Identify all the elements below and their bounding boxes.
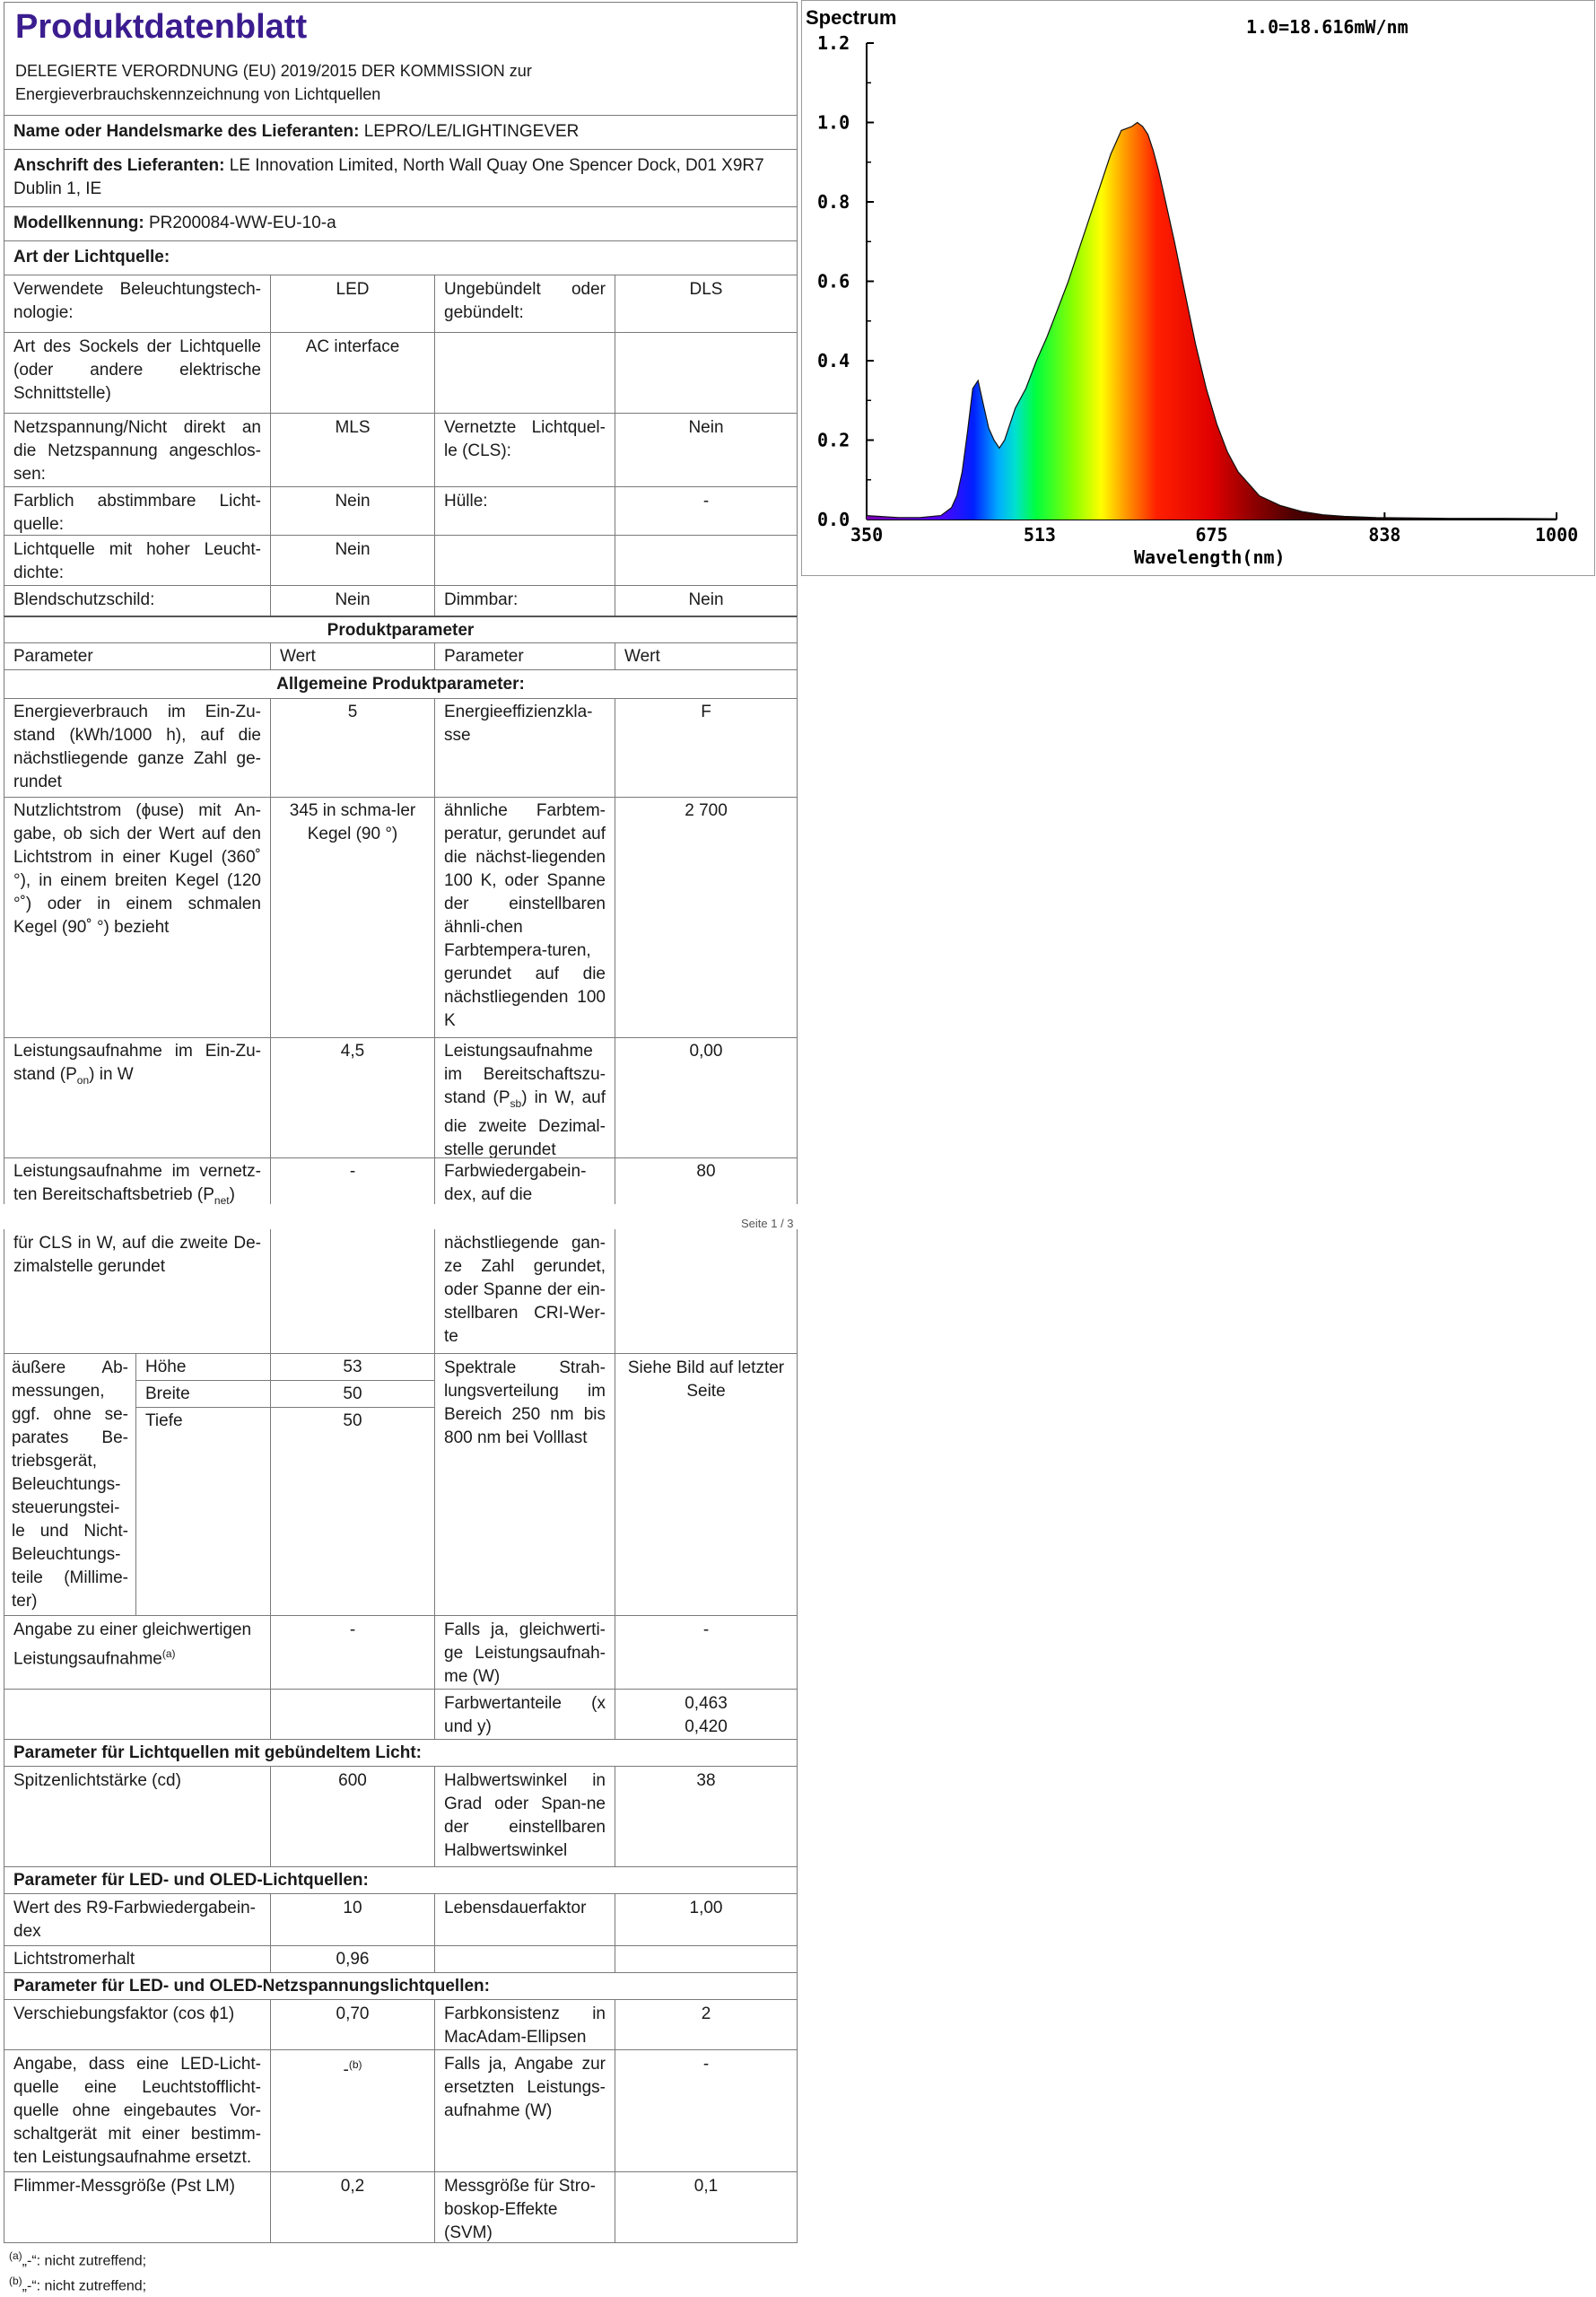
survival-factor-value: 1,00: [615, 1893, 798, 1945]
lst-mains-value-2: Nein: [615, 413, 798, 486]
cri-value: 80: [615, 1157, 798, 1204]
led-replacement-value: [270, 2049, 434, 2171]
colour-consistency-param: Farbkonsistenz in MacAdam-Ellipsen: [434, 1999, 615, 2049]
lumen-maintenance-value: 0,96: [270, 1945, 434, 1972]
x-tick-label: 350: [850, 524, 884, 546]
lumen-maintenance-blank: [434, 1945, 615, 1972]
supplier-address-label: Anschrift des Lieferanten:: [13, 156, 225, 175]
page-title: Produktdatenblatt: [15, 8, 308, 46]
header-block: [4, 2, 798, 117]
x-tick-label: 513: [1023, 524, 1056, 546]
beam-angle-value: 38: [615, 1766, 798, 1866]
y-tick-label: 0.8: [817, 191, 850, 213]
networked-standby-cont: für CLS in W, auf die zweite De-zimalstelle gerundet: [4, 1229, 270, 1353]
spectral-param: Spektrale Strah-lungsverteilung im Bereich 250 nm bis 800 nm bei Volllast: [434, 1353, 615, 1615]
standby-power-value: 0,00: [615, 1037, 798, 1157]
useful-flux-value: 345 in schma-ler Kegel (90 °): [270, 797, 434, 1037]
model-value: PR200084-WW-EU-10-a: [148, 214, 336, 232]
flicker-value: 0,2: [270, 2171, 434, 2243]
lst-cap-type-value-2: [615, 332, 798, 413]
x-tick-label: 1000: [1535, 524, 1579, 546]
flicker-param: Flimmer-Messgröße (Pst LM): [4, 2171, 270, 2243]
chart-annotation: 1.0=18.616mW/nm: [1246, 16, 1408, 38]
cri-cont: nächstliegende gan-ze Zahl gerundet, oder Spanne der ein-stellbaren CRI-Wer-te: [434, 1229, 615, 1353]
cri-cont-value: [615, 1229, 798, 1353]
networked-standby-param: [4, 1157, 270, 1204]
networked-standby-value: -: [270, 1157, 434, 1204]
lst-glare-shield-param-1: Blendschutzschild:: [4, 585, 270, 616]
chromaticity-x: 0,463: [685, 1694, 728, 1713]
equivalent-text: Angabe zu einer gleichwertigen Leistungsaufnahme: [13, 1620, 252, 1669]
energy-consumption-value: 5: [270, 698, 434, 797]
peak-intensity-value: 600: [270, 1766, 434, 1866]
beam-angle-param: Halbwertswinkel in Grad oder Span-ne der einstellbaren Halbwertswinkel: [434, 1766, 615, 1866]
lst-technology-param-1: Verwendete Beleuchtungstech-nologie:: [4, 275, 270, 332]
spectral-value: Siehe Bild auf letzter Seite: [615, 1353, 798, 1615]
dimensions-blank-name: [135, 1407, 270, 1615]
chromaticity-y: 0,420: [685, 1717, 728, 1736]
led-replacement-sup: (b): [348, 2058, 362, 2071]
stroboscopic-param: Messgröße für Stro-boskop-Effekte (SVM): [434, 2171, 615, 2243]
displacement-factor-param: Verschiebungsfaktor (cos ϕ1): [4, 1999, 270, 2049]
supplier-address-value: LE Innovation Limited, North Wall Quay One Spencer Dock, D01 X9R7 Dublin 1, IE: [13, 156, 764, 198]
directional-heading: Parameter für Lichtquellen mit gebündeltem Licht:: [4, 1739, 798, 1766]
networked-standby-text-b: ): [229, 1185, 235, 1204]
networked-standby-text-a: Leistungsaufnahme im vernetz-ten Bereitschaftsbetrieb (P: [13, 1162, 261, 1204]
general-params-heading: Allgemeine Produktparameter:: [4, 669, 798, 698]
supplier-name-row: [4, 115, 798, 149]
spectrum-area: [867, 123, 1557, 520]
y-tick-label: 0.2: [817, 429, 850, 451]
lst-glare-shield-value-1: Nein: [270, 585, 434, 616]
cct-value: 2 700: [615, 797, 798, 1037]
chromaticity-blank-value: [270, 1689, 434, 1739]
dimension-value-0: 53: [270, 1353, 434, 1380]
lst-cap-type-value-1: AC interface: [270, 332, 434, 413]
spectrum-chart: [801, 0, 1595, 576]
supplier-address-row: [4, 149, 798, 206]
lst-technology-param-2: Ungebündelt oder gebündelt:: [434, 275, 615, 332]
col-header-param-2: Parameter: [434, 642, 615, 669]
spectrum-svg: [802, 1, 1593, 574]
supplier-name-value: LEPRO/LE/LIGHTINGEVER: [363, 122, 580, 141]
energy-class-value: F: [615, 698, 798, 797]
footnote-b-marker: (b): [9, 2275, 22, 2287]
energy-class-param: Energieeffizienzkla-sse: [434, 698, 615, 797]
footnote-b: [9, 2272, 146, 2295]
col-header-param-1: Parameter: [4, 642, 270, 669]
lumen-maintenance-param: Lichtstromerhalt: [4, 1945, 270, 1972]
equivalent-sup: (a): [161, 1647, 176, 1660]
lst-high-luminance-param-1: Lichtquelle mit hoher Leucht-dichte:: [4, 535, 270, 585]
x-tick-label: 675: [1195, 524, 1228, 546]
x-tick-label: 838: [1368, 524, 1401, 546]
dimension-name-1: Breite: [135, 1380, 270, 1407]
datasheet-page-1: [4, 2, 798, 1204]
lst-glare-shield-value-2: Nein: [615, 585, 798, 616]
y-tick-label: 0.4: [817, 350, 850, 371]
lst-tunable-value-1: Nein: [270, 486, 434, 535]
footnote-a-text: „-“: nicht zutreffend;: [22, 2253, 147, 2269]
lst-high-luminance-value-1: Nein: [270, 535, 434, 585]
peak-intensity-param: Spitzenlichtstärke (cd): [4, 1766, 270, 1866]
equivalent-power-value: -: [615, 1615, 798, 1689]
lst-glare-shield-param-2: Dimmbar:: [434, 585, 615, 616]
datasheet-page-2: [4, 1229, 798, 2243]
r9-param: Wert des R9-Farbwiedergabein-dex: [4, 1893, 270, 1945]
lst-mains-param-1: Netzspannung/Nicht direkt an die Netzspannung angeschlos-sen:: [4, 413, 270, 486]
dimension-name-2: Tiefe: [135, 1407, 270, 1434]
footnote-a: [9, 2247, 146, 2270]
led-replacement-param: Angabe, dass eine LED-Licht-quelle eine Leuchtstofflicht-quelle ohne eingebautes Vor-schaltgerät mit einer bestimm-ten Leistungsaufnahme ersetzt.: [4, 2049, 270, 2171]
dimension-value-1: 50: [270, 1380, 434, 1407]
lst-tunable-param-2: Hülle:: [434, 486, 615, 535]
on-mode-power-text-a: Leistungsaufnahme im Ein-Zu-stand (P: [13, 1042, 261, 1084]
energy-consumption-param: Energieverbrauch im Ein-Zu-stand (kWh/1000 h), auf die nächstliegende ganze Zahl ge-rundet: [4, 698, 270, 797]
y-tick-label: 1.0: [817, 111, 850, 134]
lst-mains-value-1: MLS: [270, 413, 434, 486]
led-heading: Parameter für LED- und OLED-Lichtquellen:: [4, 1866, 798, 1893]
networked-standby-cont-value: [270, 1229, 434, 1353]
chromaticity-param: Farbwertanteile (x und y): [434, 1689, 615, 1739]
replaced-power-value: -: [615, 2049, 798, 2171]
y-tick-label: 1.2: [817, 32, 850, 54]
footnote-b-text: „-“: nicht zutreffend;: [22, 2278, 147, 2294]
equivalent-param: [4, 1615, 270, 1689]
chromaticity-value: [615, 1689, 798, 1739]
standby-power-text-a: Leistungsaufnahme im Bereitschaftszu-stand (P: [444, 1042, 606, 1107]
survival-factor-param: Lebensdauerfaktor: [434, 1893, 615, 1945]
page-number: Seite 1 / 3: [741, 1217, 794, 1230]
on-mode-power-value: 4,5: [270, 1037, 434, 1157]
lst-high-luminance-value-2: [615, 535, 798, 585]
regulation-text: DELEGIERTE VERORDNUNG (EU) 2019/2015 DER KOMMISSION zur Energieverbrauchskennzeichnung von Lichtquellen: [15, 62, 532, 103]
lst-technology-value-2: DLS: [615, 275, 798, 332]
dimension-value-2: 50: [270, 1407, 434, 1434]
lst-cap-type-param-2: [434, 332, 615, 413]
plot-layer: [817, 32, 1578, 546]
colour-consistency-value: 2: [615, 1999, 798, 2049]
light-source-type-heading: Art der Lichtquelle:: [4, 240, 798, 275]
lst-mains-param-2: Vernetzte Lichtquel-le (CLS):: [434, 413, 615, 486]
equivalent-power-param: Falls ja, gleichwerti-ge Leistungsaufnah-me (W): [434, 1615, 615, 1689]
equivalent-value: -: [270, 1615, 434, 1689]
cri-param: Farbwiedergabein-dex, auf die: [434, 1157, 615, 1204]
mains-heading: Parameter für LED- und OLED-Netzspannungslichtquellen:: [4, 1972, 798, 1999]
replaced-power-param: Falls ja, Angabe zur ersetzten Leistungs-aufnahme (W): [434, 2049, 615, 2171]
model-row: [4, 206, 798, 240]
lst-cap-type-param-1: Art des Sockels der Lichtquelle (oder andere elektrische Schnittstelle): [4, 332, 270, 413]
dimensions-label: äußere Ab-messungen, ggf. ohne se-parates Be-triebsgerät, Beleuchtungs-steuerungstei-le und Nicht-Beleuchtungs-teile (Millime-ter): [4, 1353, 135, 1615]
on-mode-power-sub: on: [76, 1073, 90, 1087]
col-header-value-2: Wert: [615, 642, 798, 669]
standby-power-text-b: ) in W, auf die zweite Dezimal-stelle gerundet: [444, 1088, 606, 1157]
dimension-name-0: Höhe: [135, 1353, 270, 1380]
y-tick-label: 0.6: [817, 270, 850, 293]
useful-flux-param: Nutzlichtstrom (ϕuse) mit An-gabe, ob sich der Wert auf den Lichtstrom in einer Kugel (360˚ °), in einem breiten Kegel (120 °˚) oder in einem schmalen Kegel (90˚ °) bezieht: [4, 797, 270, 1037]
lst-tunable-value-2: -: [615, 486, 798, 535]
chromaticity-blank: [4, 1689, 270, 1739]
r9-value: 10: [270, 1893, 434, 1945]
standby-power-param: [434, 1037, 615, 1157]
col-header-value-1: Wert: [270, 642, 434, 669]
displacement-factor-value: 0,70: [270, 1999, 434, 2049]
lumen-maintenance-blank-value: [615, 1945, 798, 1972]
lst-high-luminance-param-2: [434, 535, 615, 585]
led-replacement-dash: -: [343, 2060, 349, 2080]
networked-standby-sub: net: [214, 1193, 230, 1204]
standby-power-sub: sb: [510, 1096, 522, 1110]
footnote-a-marker: (a): [9, 2249, 22, 2262]
supplier-name-label: Name oder Handelsmarke des Lieferanten:: [13, 122, 360, 141]
on-mode-power-param: [4, 1037, 270, 1157]
chart-title: Spectrum: [806, 6, 897, 29]
dimensions-blank-value: [270, 1407, 434, 1615]
lst-technology-value-1: LED: [270, 275, 434, 332]
lst-tunable-param-1: Farblich abstimmbare Licht-quelle:: [4, 486, 270, 535]
x-axis-label: Wavelength(nm): [1134, 546, 1286, 568]
model-label: Modellkennung:: [13, 214, 144, 232]
product-params-heading: Produktparameter: [4, 616, 798, 642]
stroboscopic-value: 0,1: [615, 2171, 798, 2243]
cct-param: ähnliche Farbtem-peratur, gerundet auf die nächst-liegenden 100 K, oder Spanne der einstellbaren ähnli-chen Farbtempera-turen, gerundet auf die nächstliegenden 100 K: [434, 797, 615, 1037]
y-tick-label: 0.0: [817, 509, 850, 530]
on-mode-power-text-b: ) in W: [89, 1065, 134, 1084]
